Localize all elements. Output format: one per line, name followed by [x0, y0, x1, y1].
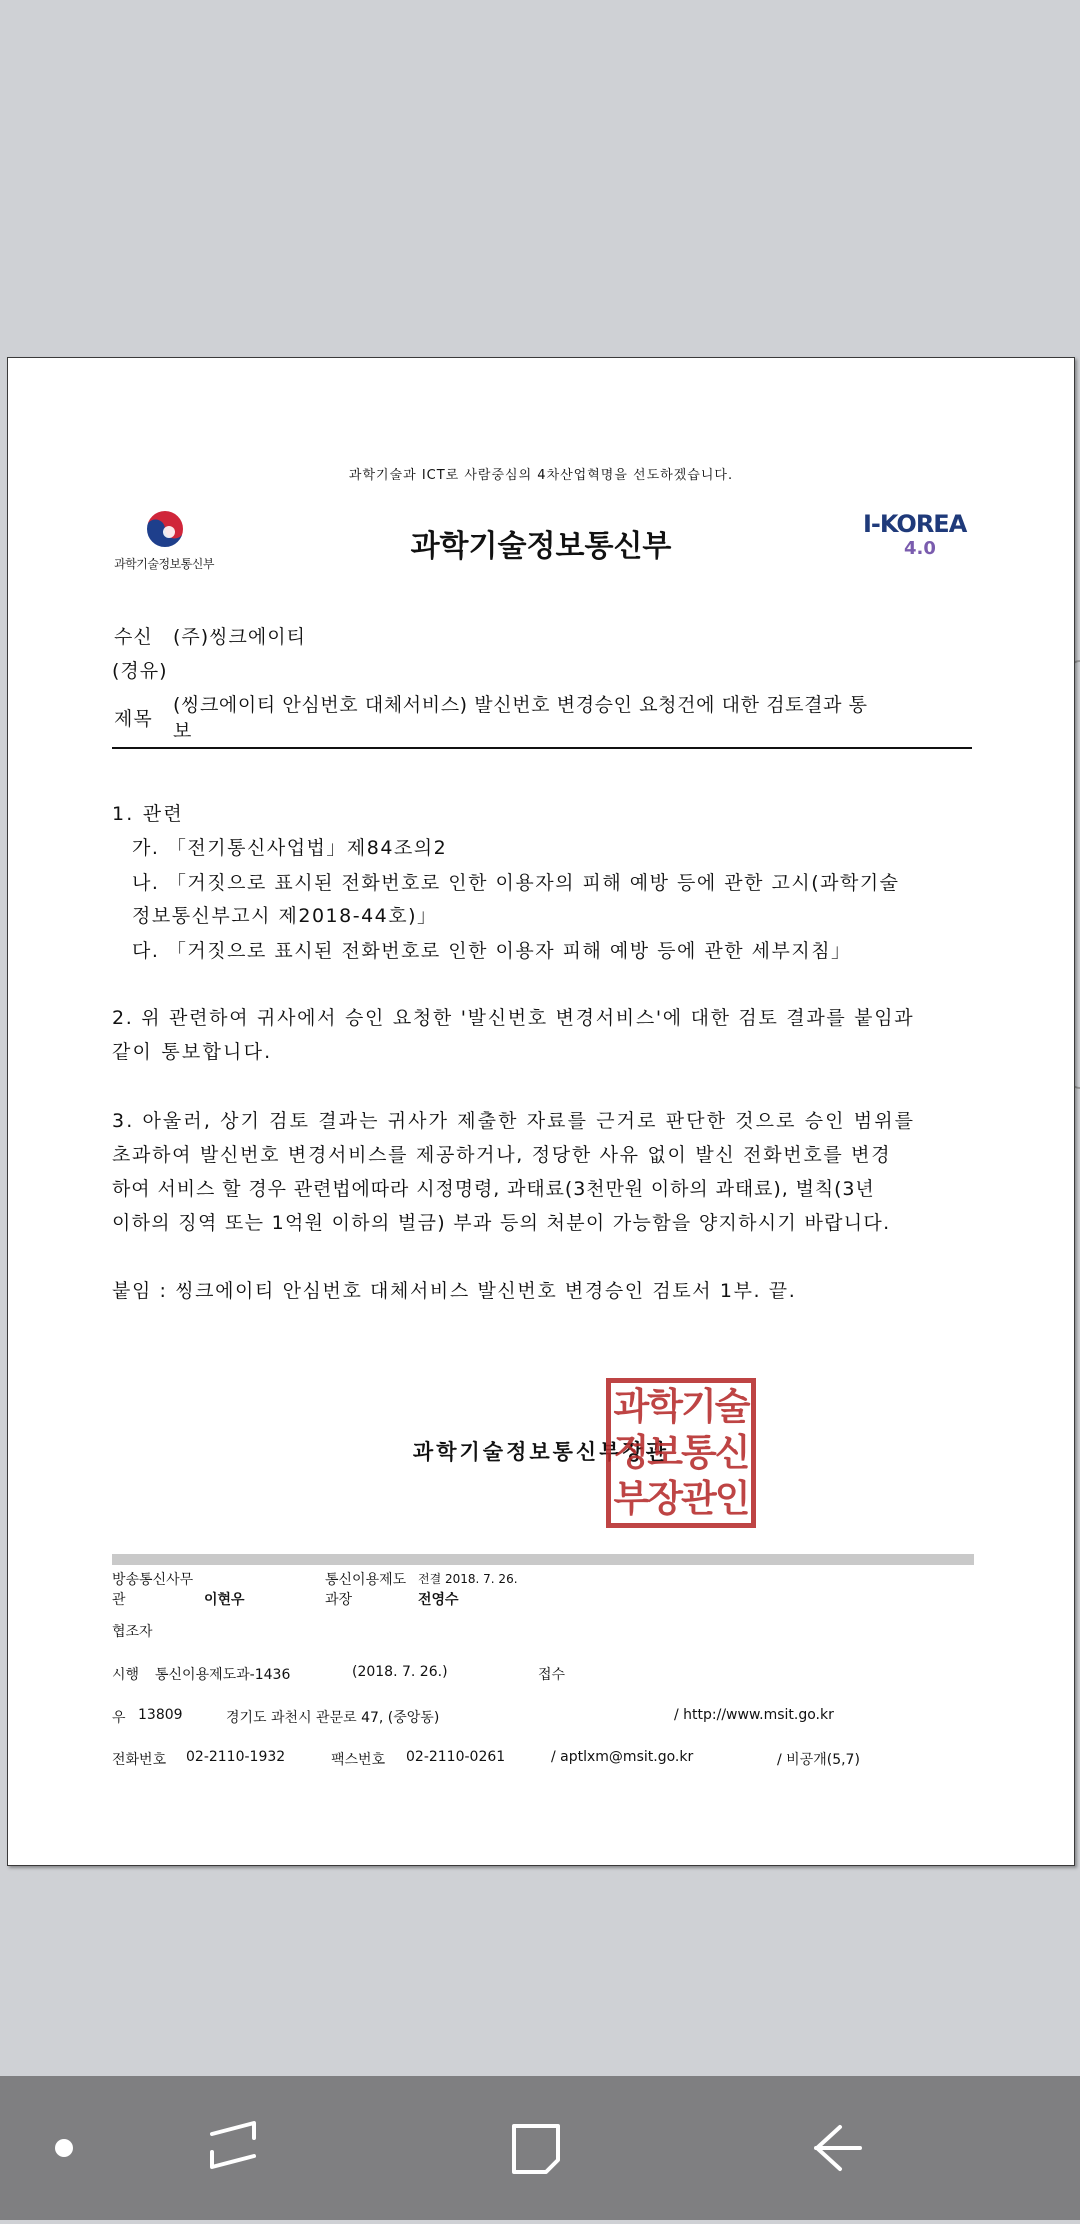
navigation-bar	[0, 2076, 1080, 2220]
attachment-line: 붙임 : 씽크에이티 안심번호 대체서비스 발신번호 변경승인 검토서 1부. 끝.	[112, 1280, 797, 1302]
section3-line1: 3. 아울러, 상기 검토 결과는 귀사가 제출한 자료를 근거로 판단한 것으로 승인 범위를	[112, 1110, 916, 1132]
ikorea-main: I-KOREA	[863, 510, 967, 538]
enforce-label: 시행	[112, 1667, 140, 1683]
approver-title: 과장	[325, 1592, 353, 1608]
subject-label: 제목	[114, 708, 153, 730]
logo-text: 과학기술정보통신부	[114, 557, 214, 571]
fax-label: 팩스번호	[331, 1752, 386, 1768]
fax-number: 02-2110-0261	[406, 1749, 506, 1765]
enforce-number: 통신이용제도과-1436	[155, 1667, 291, 1683]
official-seal	[606, 1378, 756, 1528]
drafter-dept-line2: 관	[112, 1592, 126, 1608]
seal-line-3: 부장관인	[613, 1477, 749, 1520]
recipient-label: 수신	[114, 626, 153, 648]
approver-name: 전영수	[418, 1592, 459, 1608]
slogan: 과학기술과 ICT로 사람중심의 4차산업혁명을 선도하겠습니다.	[348, 468, 734, 483]
section3-line3: 하여 서비스 할 경우 관련법에따라 시정명령, 과태료(3천만원 이하의 과태료), 벌칙(3년	[112, 1178, 875, 1200]
section3-line2: 초과하여 발신번호 변경서비스를 제공하거나, 정당한 사유 없이 발신 전화번호를 변경	[112, 1144, 892, 1166]
approver-dept: 통신이용제도	[325, 1572, 407, 1588]
cooperator-label: 협조자	[112, 1624, 153, 1640]
post-label: 우	[112, 1710, 126, 1726]
enforce-date: (2018. 7. 26.)	[352, 1664, 448, 1680]
seal-line-2: 정보통신	[613, 1431, 749, 1474]
drafter-dept-line1: 방송통신사무	[112, 1572, 194, 1588]
home-icon[interactable]	[476, 2076, 596, 2220]
ikorea-version: 4.0	[904, 538, 936, 559]
ministry-title: 과학기술정보통신부	[410, 529, 672, 564]
receipt-label: 접수	[538, 1667, 566, 1683]
phone-label: 전화번호	[112, 1752, 167, 1768]
postal-code: 13809	[138, 1707, 183, 1723]
disclosure-status: / 비공개(5,7)	[777, 1752, 860, 1768]
via-label: (경유)	[112, 660, 168, 682]
minister-signature: 과학기술정보통신부장관	[412, 1440, 670, 1464]
ikorea-logo	[863, 510, 973, 570]
section1-item-da: 다. 「거짓으로 표시된 전화번호로 인한 이용자 피해 예방 등에 관한 세부지침」	[132, 940, 852, 962]
dot-icon[interactable]	[4, 2076, 124, 2220]
recent-apps-icon[interactable]	[174, 2076, 294, 2220]
back-icon[interactable]	[780, 2076, 900, 2220]
section1-item-na-line2: 정보통신부고시 제2018-44호)」	[132, 905, 438, 927]
section1-item-ga: 가. 「전기통신사업법」제84조의2	[132, 837, 448, 859]
footer-divider	[112, 1554, 974, 1565]
section1-title: 1. 관련	[112, 803, 184, 825]
phone-number: 02-2110-1932	[186, 1749, 286, 1765]
section3-line4: 이하의 징역 또는 1억원 이하의 벌금) 부과 등의 처분이 가능함을 양지하시기 바랍니다.	[112, 1212, 891, 1234]
section2-line2: 같이 통보합니다.	[112, 1041, 273, 1063]
recipient-value: (주)씽크에이티	[173, 626, 306, 648]
section1-item-na-line1: 나. 「거짓으로 표시된 전화번호로 인한 이용자의 피해 예방 등에 관한 고시(과학기술	[132, 872, 900, 894]
approver-date: 전결 2018. 7. 26.	[418, 1572, 518, 1586]
seal-line-1: 과학기술	[613, 1385, 749, 1428]
subject-line-1: (씽크에이티 안심번호 대체서비스) 발신번호 변경승인 요청건에 대한 검토결과 통	[173, 694, 868, 716]
section2-line1: 2. 위 관련하여 귀사에서 승인 요청한 '발신번호 변경서비스'에 대한 검토 결과를 붙임과	[112, 1007, 915, 1029]
website-link[interactable]: / http://www.msit.go.kr	[674, 1707, 834, 1723]
drafter-name: 이현우	[204, 1592, 245, 1608]
header-divider	[112, 747, 972, 749]
subject-line-2: 보	[173, 720, 193, 742]
address: 경기도 과천시 관문로 47, (중앙동)	[226, 1710, 440, 1726]
email-link[interactable]: / aptlxm@msit.go.kr	[551, 1749, 694, 1765]
document-page	[7, 357, 1075, 1866]
